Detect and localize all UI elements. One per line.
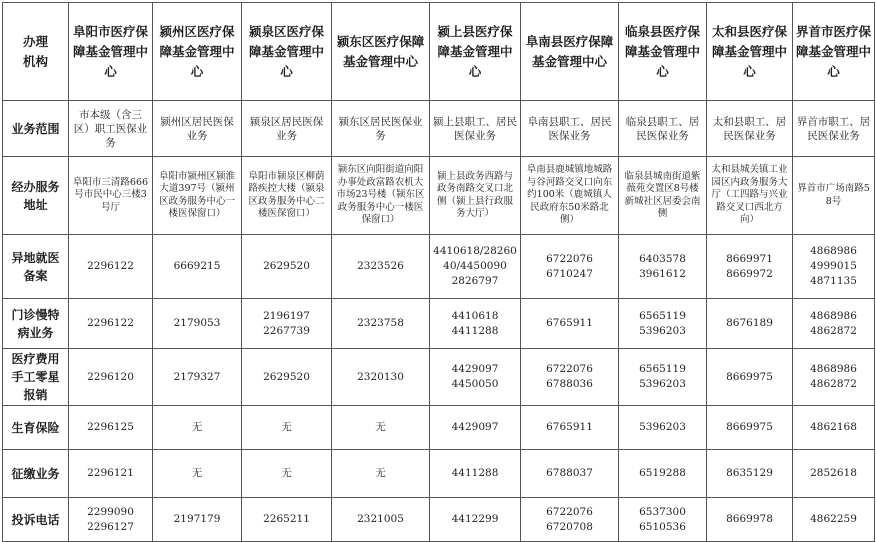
row-label: 异地就医备案 [3,235,69,299]
table-cell: 无 [242,450,332,498]
table-cell: 2323526 [332,235,430,299]
table-cell: 2323758 [332,299,430,349]
table-cell: 太和县城关镇工业园区内政务服务大厅（工四路与兴业路交叉口西北方向） [707,157,793,235]
institution-header: 临泉县医疗保障基金管理中心 [619,3,707,101]
collection-row [3,450,875,498]
table-cell: 2296125 [69,406,153,450]
table-cell: 6722076 6720708 [521,498,619,542]
table-cell: 2179053 [153,299,242,349]
institution-header: 颍州区医疗保障基金管理中心 [153,3,242,101]
table-cell: 8669975 [707,349,793,406]
table-cell: 无 [332,450,430,498]
table-cell: 4429097 [430,406,521,450]
table-cell: 6722076 6710247 [521,235,619,299]
institution-header: 颍东区医疗保障基金管理中心 [332,3,430,101]
service-address-row [3,157,875,235]
table-cell: 阜南县鹿城镇地城路与谷河路交叉口向东约100米（鹿城镇人民政府东50米路北侧） [521,157,619,235]
table-cell: 2196197 2267739 [242,299,332,349]
table-cell: 2296122 [69,235,153,299]
table-cell: 颍上县政务西路与政务南路交叉口北侧（颍上县行政服务大厅） [430,157,521,235]
table-cell: 8669978 [707,498,793,542]
maternity-insurance-row [3,406,875,450]
table-cell: 阜阳市三清路666号市民中心三楼3号厅 [69,157,153,235]
table-cell: 6537300 6510536 [619,498,707,542]
table-cell: 2179327 [153,349,242,406]
institution-header: 阜阳市医疗保障基金管理中心 [69,3,153,101]
row-label: 医疗费用手工零星报销 [3,349,69,406]
table-cell: 2629520 [242,235,332,299]
medical-insurance-agency-table [2,2,875,542]
institution-header: 颍泉区医疗保障基金管理中心 [242,3,332,101]
header-row [3,3,875,101]
row-label: 业务范围 [3,101,69,157]
row-label: 征缴业务 [3,450,69,498]
table-cell: 阜阳市颍州区颍淮大道397号（颍州区政务服务中心一楼医保窗口） [153,157,242,235]
table-cell: 2299090 2296127 [69,498,153,542]
institution-header: 界首市医疗保障基金管理中心 [793,3,875,101]
table-cell: 4410618 4411288 [430,299,521,349]
institution-header: 太和县医疗保障基金管理中心 [707,3,793,101]
institution-header: 阜南县医疗保障基金管理中心 [521,3,619,101]
table-cell: 6788037 [521,450,619,498]
table-cell: 6669215 [153,235,242,299]
table-cell: 8635129 [707,450,793,498]
table-cell: 2296120 [69,349,153,406]
table-cell: 2320130 [332,349,430,406]
table-cell: 4410618/28260 40/4450090 2826797 [430,235,521,299]
table-cell: 2265211 [242,498,332,542]
table-cell: 颍州区居民医保业务 [153,101,242,157]
table-cell: 2629520 [242,349,332,406]
table-cell: 颍东区居民医保业务 [332,101,430,157]
table-cell: 市本级（含三区）职工医保业务 [69,101,153,157]
business-scope-row [3,101,875,157]
table-cell: 4411288 [430,450,521,498]
table-cell: 8676189 [707,299,793,349]
table-cell: 无 [242,406,332,450]
table-cell: 6765911 [521,299,619,349]
table-cell: 4412299 [430,498,521,542]
table-cell: 4868986 4862872 [793,349,875,406]
table-cell: 太和县职工、居民医保业务 [707,101,793,157]
row-label: 经办服务地址 [3,157,69,235]
table-cell: 6565119 5396203 [619,349,707,406]
table-cell: 阜阳市颍泉区柳荫路疾控大楼（颍泉区政务服务中心二楼医保窗口） [242,157,332,235]
table-cell: 阜南县职工、居民医保业务 [521,101,619,157]
table-cell: 6765911 [521,406,619,450]
table-cell: 颍泉区居民医保业务 [242,101,332,157]
table-cell: 无 [332,406,430,450]
table-cell: 颍东区向阳街道向阳办事处政富路农机大市场23号楼（颍东区政务服务中心一楼医保窗口） [332,157,430,235]
row-label: 生育保险 [3,406,69,450]
corner-header: 办理 机构 [3,3,69,101]
table-cell: 8669975 [707,406,793,450]
table-cell: 6722076 6788036 [521,349,619,406]
institution-header: 颍上县医疗保障基金管理中心 [430,3,521,101]
outpatient-chronic-row [3,299,875,349]
table-cell: 8669971 8669972 [707,235,793,299]
table-cell: 6565119 5396203 [619,299,707,349]
table-cell: 6403578 3961612 [619,235,707,299]
table-cell: 4862168 [793,406,875,450]
table-cell: 2852618 [793,450,875,498]
table-cell: 界首市广场南路58号 [793,157,875,235]
row-label: 投诉电话 [3,498,69,542]
table-cell: 4862259 [793,498,875,542]
table-cell: 2296121 [69,450,153,498]
table-cell: 2321005 [332,498,430,542]
manual-reimbursement-row [3,349,875,406]
table-cell: 4868986 4862872 [793,299,875,349]
table-cell: 4429097 4450050 [430,349,521,406]
table-cell: 2197179 [153,498,242,542]
table-cell: 5396203 [619,406,707,450]
table-cell: 界首市职工、居民医保业务 [793,101,875,157]
table-cell: 4868986 4999015 4871135 [793,235,875,299]
table-cell: 颍上县职工、居民医保业务 [430,101,521,157]
row-label: 门诊慢特病业务 [3,299,69,349]
table-cell: 无 [153,450,242,498]
remote-treatment-row [3,235,875,299]
table-cell: 6519288 [619,450,707,498]
table-cell: 临泉县职工、居民医保业务 [619,101,707,157]
table-cell: 2296122 [69,299,153,349]
table-cell: 临泉县城南街道紫薇苑交置区8号楼新城社区居委会南侧 [619,157,707,235]
table-cell: 无 [153,406,242,450]
